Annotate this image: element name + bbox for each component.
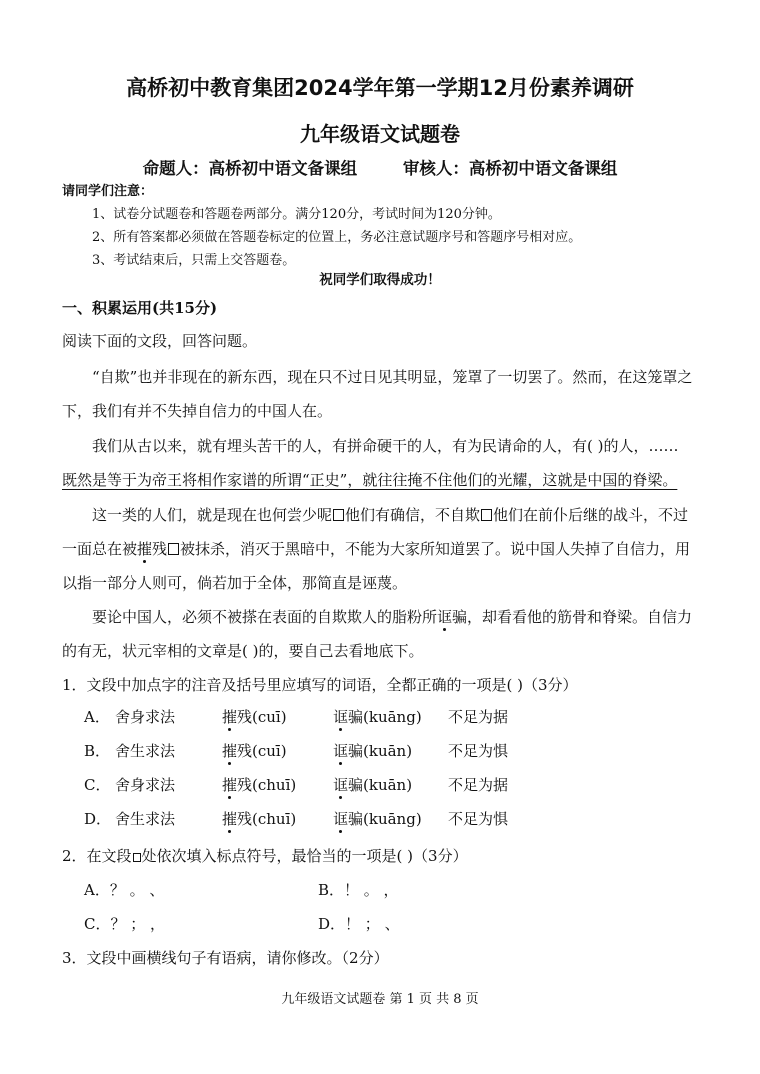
notice-item: 3、考试结束后，只需上交答题卷。 — [92, 253, 296, 268]
question-2-option-c: C．？ ； ， — [84, 915, 166, 933]
exam-page: 高桥初中教育集团2024学年第一学期12月份素养调研 九年级语文试题卷 命题人：高桥初中语文备课组 审核人：高桥初中语文备课组 请同学们注意： 1、试卷分试题卷和答题卷两部分。满分120分，考试时间为120分钟。 2、所有答案都必须做在答题卷标定的位置上，务必注意试题序号和答题序号相对应。 3、考试结束后，只需上交答题卷。 祝同学们取得成功！ 一、积累运用(共15分) 阅读下面的文段，回答问题。 “自欺”也并非现在的新东西，现在只不过日见其明显，笼罩了一切罢了。然而，在这笼罩之 下，我们有并不失掉自信力的中国人在。 我们从古以来，就有埋头苦干的人，有拼命硬干的人，有为民请命的人，有( )的人，…… 既然是等于为帝王将相作家谱的所谓“正史”，就往往掩不住他们的光耀，这就是中国的脊梁。 这一类的人们，就是现在也何尝少呢 他们有确信，不自欺 他们在前仆后继的战斗，不过 一面总在被摧残 被抹杀，消灭于黑暗中，不能为大家所知道罢了。说中国人失掉了自信力，用 以指一部分人则可，倘若加于全体，那简直是诬蔑。 要论中国人，必须不被搽在表面的自欺欺人的脂粉所诓骗，却看看他的筋骨和脊梁。自信力 的有无，状元宰相的文章是( )的，要自己去看地底下。 1．文段中加点字的注音及括号里应填写的词语，全都正确的一项是( )（3分） A． 舍身求法 摧残(cuī) 诓骗(kuāng) 不足为据 B． 舍生求法 摧残(cuī) 诓骗(kuān) 不足为惧 C． 舍身求法 摧残(chuī) 诓骗(kuān) 不足为据 D． 舍生求法 摧残(chuī) 诓骗(kuāng) 不足为惧 2．在文段 处依次填入标点符号，最恰当的一项是( )（3分） A．？ 。 、 B．！ 。 ， C．？ ； ， D．！ ； 、 3．文段中画横线句子有语病，请你修改。（2分） 九年级语文试题卷 第 1 页 共 8 页 — [0, 0, 760, 1074]
question-2-option-d: D．！ ； 、 — [318, 915, 400, 933]
dotted-char: 摧 — [137, 540, 153, 558]
exam-subtitle: 九年级语文试题卷 — [300, 122, 460, 146]
good-luck-message: 祝同学们取得成功！ — [319, 272, 441, 288]
question-2-option-b: B．！ 。 ， — [318, 881, 399, 899]
blank-box — [168, 543, 179, 555]
blank-box — [481, 509, 492, 521]
passage-line: 以指一部分人则可，倘若加于全体，那简直是诬蔑。 — [62, 574, 408, 592]
notice-item: 1、试卷分试题卷和答题卷两部分。满分120分，考试时间为120分钟。 — [92, 207, 501, 222]
question-2-option-a: A．？ 。 、 — [84, 881, 165, 899]
notice-heading: 请同学们注意： — [62, 184, 154, 199]
passage-line: 下，我们有并不失掉自信力的中国人在。 — [62, 402, 333, 420]
blank-box — [333, 509, 344, 521]
passage-line: 这一类的人们，就是现在也何尝少呢 他们有确信，不自欺 他们在前仆后继的战斗，不过 — [92, 506, 689, 524]
dotted-char: 诓 — [437, 608, 453, 626]
blank-box — [133, 853, 141, 862]
question-2-stem: 2．在文段 处依次填入标点符号，最恰当的一项是( )（3分） — [62, 847, 468, 865]
passage-line: “自欺”也并非现在的新东西，现在只不过日见其明显，笼罩了一切罢了。然而，在这笼罩之 — [92, 368, 693, 386]
reading-intro: 阅读下面的文段，回答问题。 — [62, 332, 258, 350]
reviewer: 审核人：高桥初中语文备课组 — [402, 159, 618, 178]
page-footer: 九年级语文试题卷 第 1 页 共 8 页 — [281, 992, 479, 1007]
passage-line: 我们从古以来，就有埋头苦干的人，有拼命硬干的人，有为民请命的人，有( )的人，…… — [92, 437, 679, 455]
notice-item: 2、所有答案都必须做在答题卷标定的位置上，务必注意试题序号和答题序号相对应。 — [92, 230, 582, 245]
passage-line: 要论中国人，必须不被搽在表面的自欺欺人的脂粉所诓骗，却看看他的筋骨和脊梁。自信力 — [92, 608, 693, 626]
section-heading: 一、积累运用(共15分) — [62, 299, 218, 317]
setter: 命题人：高桥初中语文备课组 — [142, 159, 358, 178]
question-3-stem: 3．文段中画横线句子有语病，请你修改。（2分） — [62, 949, 389, 967]
question-1-stem: 1．文段中加点字的注音及括号里应填写的词语，全都正确的一项是( )（3分） — [62, 676, 578, 694]
passage-line: 一面总在被摧残 被抹杀，消灭于黑暗中，不能为大家所知道罢了。说中国人失掉了自信力，用 — [62, 540, 691, 558]
passage-line: 的有无，状元宰相的文章是( )的，要自己去看地底下。 — [62, 642, 424, 660]
exam-title: 高桥初中教育集团2024学年第一学期12月份素养调研 — [126, 76, 634, 100]
underlined-sentence: 既然是等于为帝王将相作家谱的所谓“正史”，就往往掩不住他们的光耀，这就是中国的脊梁。 — [62, 471, 678, 489]
author-line — [0, 155, 760, 179]
